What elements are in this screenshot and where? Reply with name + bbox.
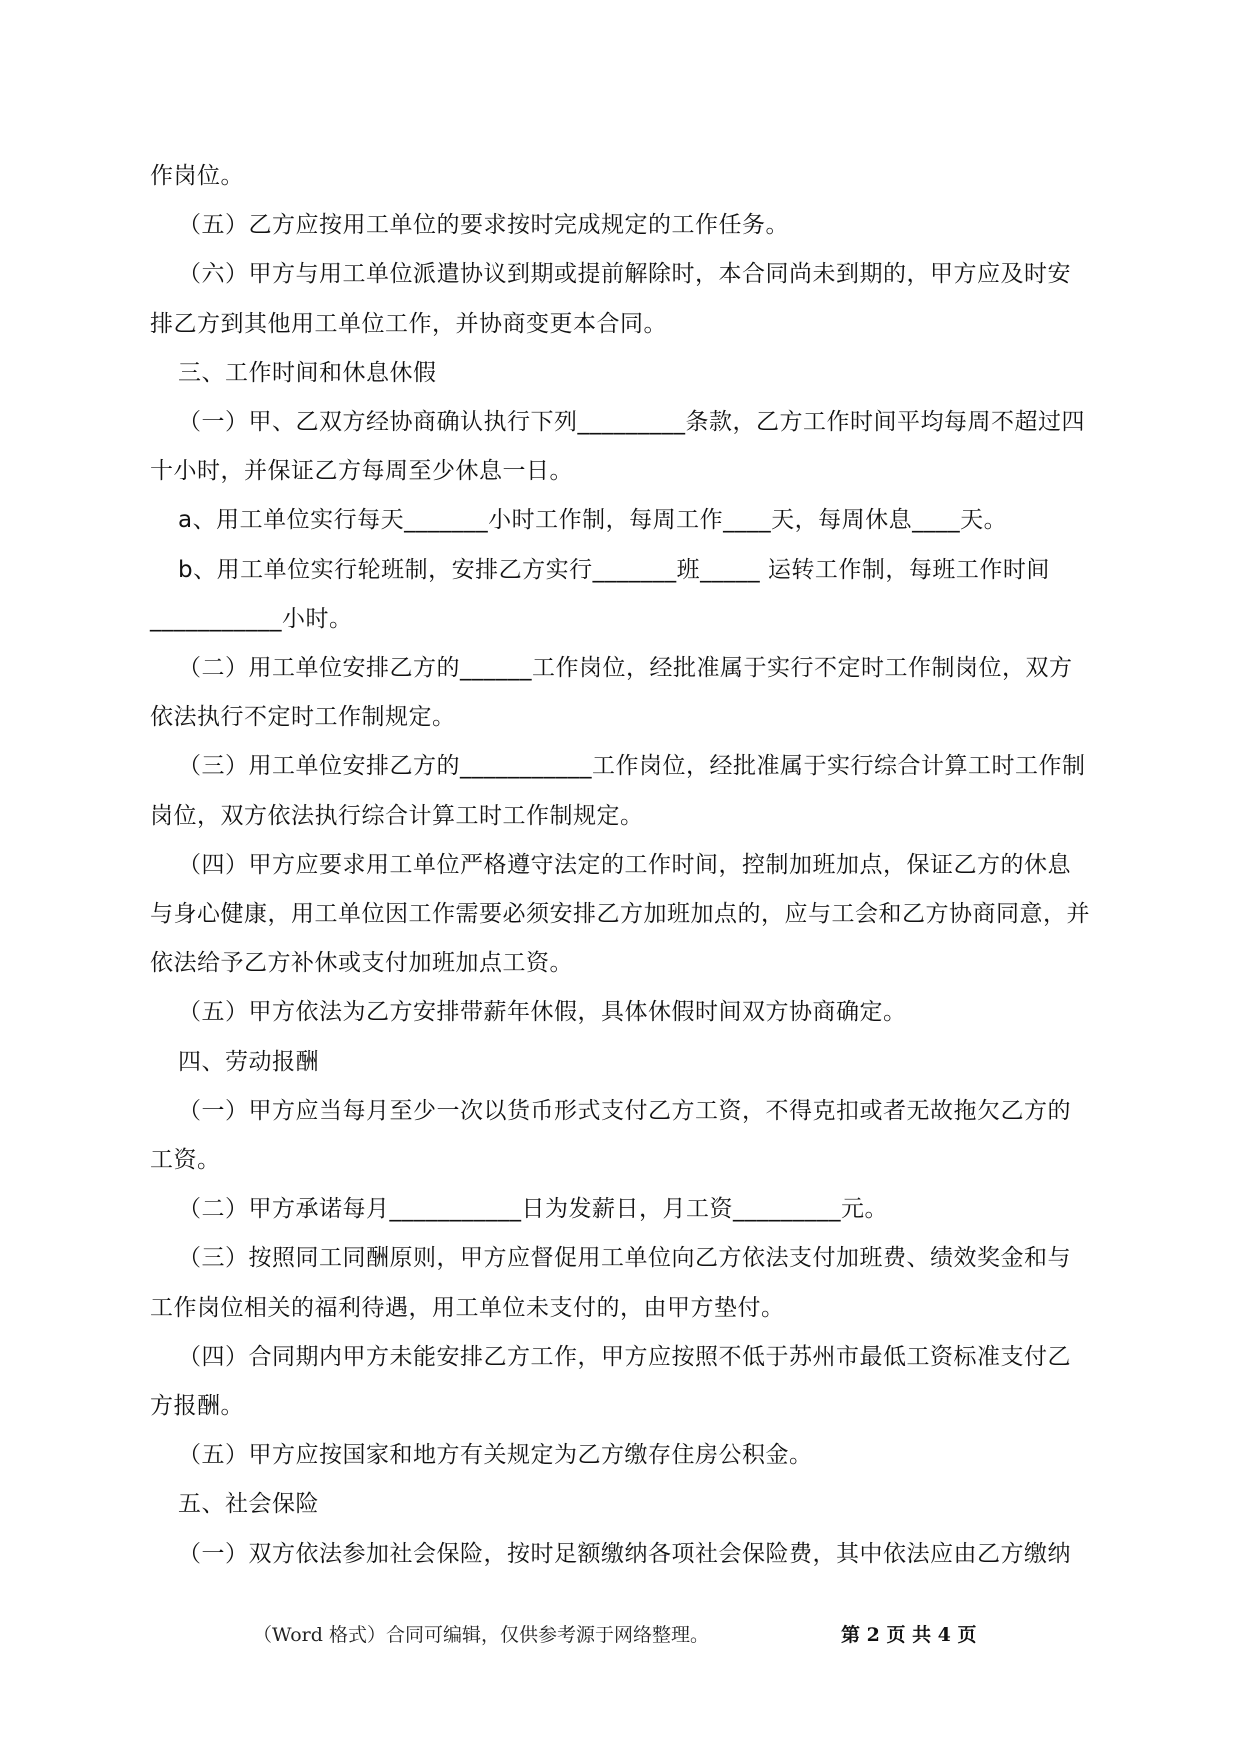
contract-paragraph: a、用工单位实行每天_______小时工作制，每周工作____天，每周休息____天。 <box>178 507 1008 534</box>
contract-paragraph: （四）甲方应要求用工单位严格遵守法定的工作时间，控制加班加点，保证乙方的休息与身心健康，用工单位因工作需要必须安排乙方加班加点的，应与工会和乙方协商同意，并依法给予乙方补休或支付加班加点工资。 <box>150 851 1090 977</box>
contract-paragraph: 三、工作时间和休息休假 <box>178 359 437 386</box>
page-footer <box>0 1622 1241 1652</box>
contract-paragraph: （一）双方依法参加社会保险，按时足额缴纳各项社会保险费，其中依法应由乙方缴纳 <box>178 1540 1071 1567</box>
contract-paragraph: （六）甲方与用工单位派遣协议到期或提前解除时，本合同尚未到期的，甲方应及时安排乙方到其他用工单位工作，并协商变更本合同。 <box>150 261 1071 337</box>
contract-body <box>150 152 1090 1579</box>
contract-paragraph: （一）甲、乙双方经协商确认执行下列_________条款，乙方工作时间平均每周不超过四十小时，并保证乙方每周至少休息一日。 <box>150 409 1085 485</box>
contract-paragraph: （五）甲方依法为乙方安排带薪年休假，具体休假时间双方协商确定。 <box>178 999 907 1026</box>
contract-paragraph: 作岗位。 <box>150 163 244 189</box>
contract-paragraph: （五）乙方应按用工单位的要求按时完成规定的工作任务。 <box>178 212 789 239</box>
footer-note: （Word 格式）合同可编辑，仅供参考源于网络整理。 <box>253 1624 709 1646</box>
contract-paragraph: b、用工单位实行轮班制，安排乙方实行_______班_____ 运转工作制，每班工作时间___________小时。 <box>150 556 1050 632</box>
page-number: 第 2 页 共 4 页 <box>841 1624 977 1646</box>
contract-paragraph: （五）甲方应按国家和地方有关规定为乙方缴存住房公积金。 <box>178 1442 813 1469</box>
contract-paragraph: 五、社会保险 <box>178 1491 319 1518</box>
contract-paragraph: （四）合同期内甲方未能安排乙方工作，甲方应按照不低于苏州市最低工资标准支付乙方报酬。 <box>150 1343 1071 1420</box>
contract-paragraph: （三）用工单位安排乙方的___________工作岗位，经批准属于实行综合计算工时工作制岗位，双方依法执行综合计算工时工作制规定。 <box>150 753 1086 829</box>
contract-paragraph: （二）用工单位安排乙方的______工作岗位，经批准属于实行不定时工作制岗位，双方依法执行不定时工作制规定。 <box>150 655 1073 731</box>
contract-paragraph: （一）甲方应当每月至少一次以货币形式支付乙方工资，不得克扣或者无故拖欠乙方的工资。 <box>150 1097 1071 1174</box>
contract-paragraph: 四、劳动报酬 <box>178 1048 319 1075</box>
contract-paragraph: （二）甲方承诺每月___________日为发薪日，月工资_________元。 <box>178 1196 888 1223</box>
contract-paragraph: （三）按照同工同酬原则，甲方应督促用工单位向乙方依法支付加班费、绩效奖金和与工作岗位相关的福利待遇，用工单位未支付的，由甲方垫付。 <box>150 1245 1071 1321</box>
